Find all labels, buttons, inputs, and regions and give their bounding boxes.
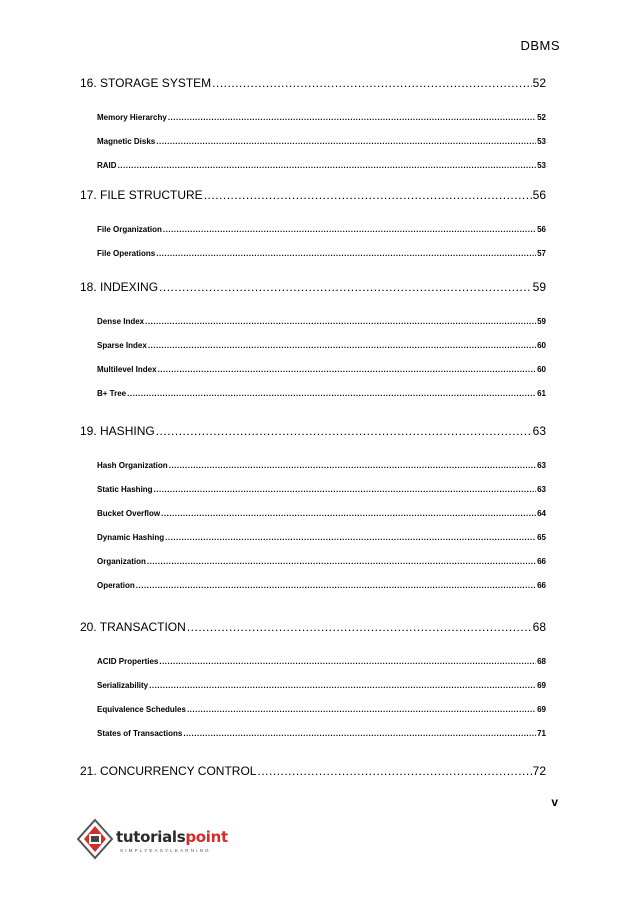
toc-section-entry[interactable] <box>80 137 546 146</box>
document-title: DBMS <box>520 38 560 53</box>
toc-entry-title: 20. TRANSACTION <box>80 620 186 634</box>
toc-page-number: 68 <box>532 620 546 634</box>
toc-dot-leader <box>187 705 536 714</box>
tutorialspoint-logo <box>76 818 226 862</box>
toc-section-entry[interactable] <box>80 225 546 234</box>
toc-dot-leader <box>168 113 536 122</box>
toc-dot-leader <box>204 188 532 202</box>
toc-page-number: 57 <box>537 249 546 258</box>
toc-dot-leader <box>156 424 532 438</box>
toc-entry-title: Operation <box>97 581 135 590</box>
toc-page-number: 66 <box>537 581 546 590</box>
toc-page-number: 71 <box>537 729 546 738</box>
toc-dot-leader <box>136 581 536 590</box>
toc-entry-title: 18. INDEXING <box>80 280 159 294</box>
toc-page-number: 68 <box>537 657 546 666</box>
toc-entry-title: B+ Tree <box>97 389 127 398</box>
toc-page-number: 56 <box>537 225 546 234</box>
toc-dot-leader <box>118 161 537 170</box>
toc-dot-leader <box>159 280 532 294</box>
toc-page-number: 60 <box>537 365 546 374</box>
toc-entry-title: Serializability <box>97 681 149 690</box>
toc-page-number: 63 <box>537 461 546 470</box>
toc-entry-title: States of Transactions <box>97 729 183 738</box>
toc-section-entry[interactable] <box>80 461 546 470</box>
toc-page-number: 59 <box>537 317 546 326</box>
toc-entry-title: 16. STORAGE SYSTEM <box>80 76 212 90</box>
toc-section-entry[interactable] <box>80 317 546 326</box>
toc-entry-title: Static Hashing <box>97 485 153 494</box>
toc-page-number: 52 <box>532 76 546 90</box>
toc-section-entry[interactable] <box>80 341 546 350</box>
toc-page-number: 63 <box>532 424 546 438</box>
toc-dot-leader <box>165 533 536 542</box>
toc-section-entry[interactable] <box>80 485 546 494</box>
toc-entry-title: Dense Index <box>97 317 145 326</box>
toc-dot-leader <box>169 461 536 470</box>
toc-section-entry[interactable] <box>80 161 546 170</box>
toc-section-entry[interactable] <box>80 533 546 542</box>
toc-page-number: 52 <box>537 113 546 122</box>
toc-dot-leader <box>149 681 536 690</box>
toc-page-number: 53 <box>537 161 546 170</box>
toc-dot-leader <box>161 509 536 518</box>
toc-page-number: 72 <box>532 764 546 778</box>
toc-section-entry[interactable] <box>80 581 546 590</box>
toc-entry-title: Organization <box>97 557 146 566</box>
toc-page-number: 56 <box>532 188 546 202</box>
toc-section-entry[interactable] <box>80 113 546 122</box>
toc-dot-leader <box>156 249 536 258</box>
toc-entry-title: Dynamic Hashing <box>97 533 165 542</box>
toc-entry-title: RAID <box>97 161 117 170</box>
toc-chapter-entry[interactable] <box>80 620 546 634</box>
toc-page-number: 60 <box>537 341 546 350</box>
logo-wordmark: tutorialspoint <box>116 828 228 846</box>
toc-entry-title: ACID Properties <box>97 657 159 666</box>
toc-section-entry[interactable] <box>80 557 546 566</box>
toc-page-number: 66 <box>537 557 546 566</box>
toc-dot-leader <box>212 76 531 90</box>
toc-entry-title: File Organization <box>97 225 162 234</box>
toc-entry-title: Sparse Index <box>97 341 147 350</box>
toc-section-entry[interactable] <box>80 389 546 398</box>
toc-entry-title: 21. CONCURRENCY CONTROL <box>80 764 257 778</box>
toc-entry-title: 17. FILE STRUCTURE <box>80 188 203 202</box>
toc-section-entry[interactable] <box>80 729 546 738</box>
toc-dot-leader <box>159 657 536 666</box>
toc-section-entry[interactable] <box>80 681 546 690</box>
toc-section-entry[interactable] <box>80 365 546 374</box>
toc-dot-leader <box>148 341 536 350</box>
toc-dot-leader <box>183 729 536 738</box>
toc-page-number: 63 <box>537 485 546 494</box>
toc-page-number: 59 <box>532 280 546 294</box>
toc-entry-title: Bucket Overflow <box>97 509 161 518</box>
toc-dot-leader <box>154 485 537 494</box>
toc-dot-leader <box>145 317 536 326</box>
toc-chapter-entry[interactable] <box>80 764 546 778</box>
toc-chapter-entry[interactable] <box>80 424 546 438</box>
logo-tagline: SIMPLYEASYLEARNING <box>120 848 211 853</box>
toc-page-number: 64 <box>537 509 546 518</box>
toc-dot-leader <box>163 225 536 234</box>
page-number: v <box>551 795 558 809</box>
toc-entry-title: Magnetic Disks <box>97 137 156 146</box>
toc-entry-title: 19. HASHING <box>80 424 155 438</box>
toc-chapter-entry[interactable] <box>80 188 546 202</box>
toc-entry-title: Equivalence Schedules <box>97 705 186 714</box>
toc-chapter-entry[interactable] <box>80 280 546 294</box>
toc-dot-leader <box>257 764 531 778</box>
toc-section-entry[interactable] <box>80 509 546 518</box>
toc-page-number: 69 <box>537 705 546 714</box>
toc-dot-leader <box>147 557 536 566</box>
toc-entry-title: Memory Hierarchy <box>97 113 167 122</box>
toc-page-number: 65 <box>537 533 546 542</box>
toc-page-number: 53 <box>537 137 546 146</box>
toc-section-entry[interactable] <box>80 705 546 714</box>
toc-section-entry[interactable] <box>80 249 546 258</box>
toc-section-entry[interactable] <box>80 657 546 666</box>
logo-emblem-icon <box>76 818 114 862</box>
toc-dot-leader <box>127 389 536 398</box>
toc-entry-title: Multilevel Index <box>97 365 157 374</box>
toc-page-number: 69 <box>537 681 546 690</box>
toc-entry-title: File Operations <box>97 249 156 258</box>
toc-dot-leader <box>187 620 532 634</box>
toc-entry-title: Hash Organization <box>97 461 168 470</box>
toc-dot-leader <box>156 137 536 146</box>
toc-dot-leader <box>158 365 537 374</box>
toc-chapter-entry[interactable] <box>80 76 546 90</box>
toc-page-number: 61 <box>537 389 546 398</box>
